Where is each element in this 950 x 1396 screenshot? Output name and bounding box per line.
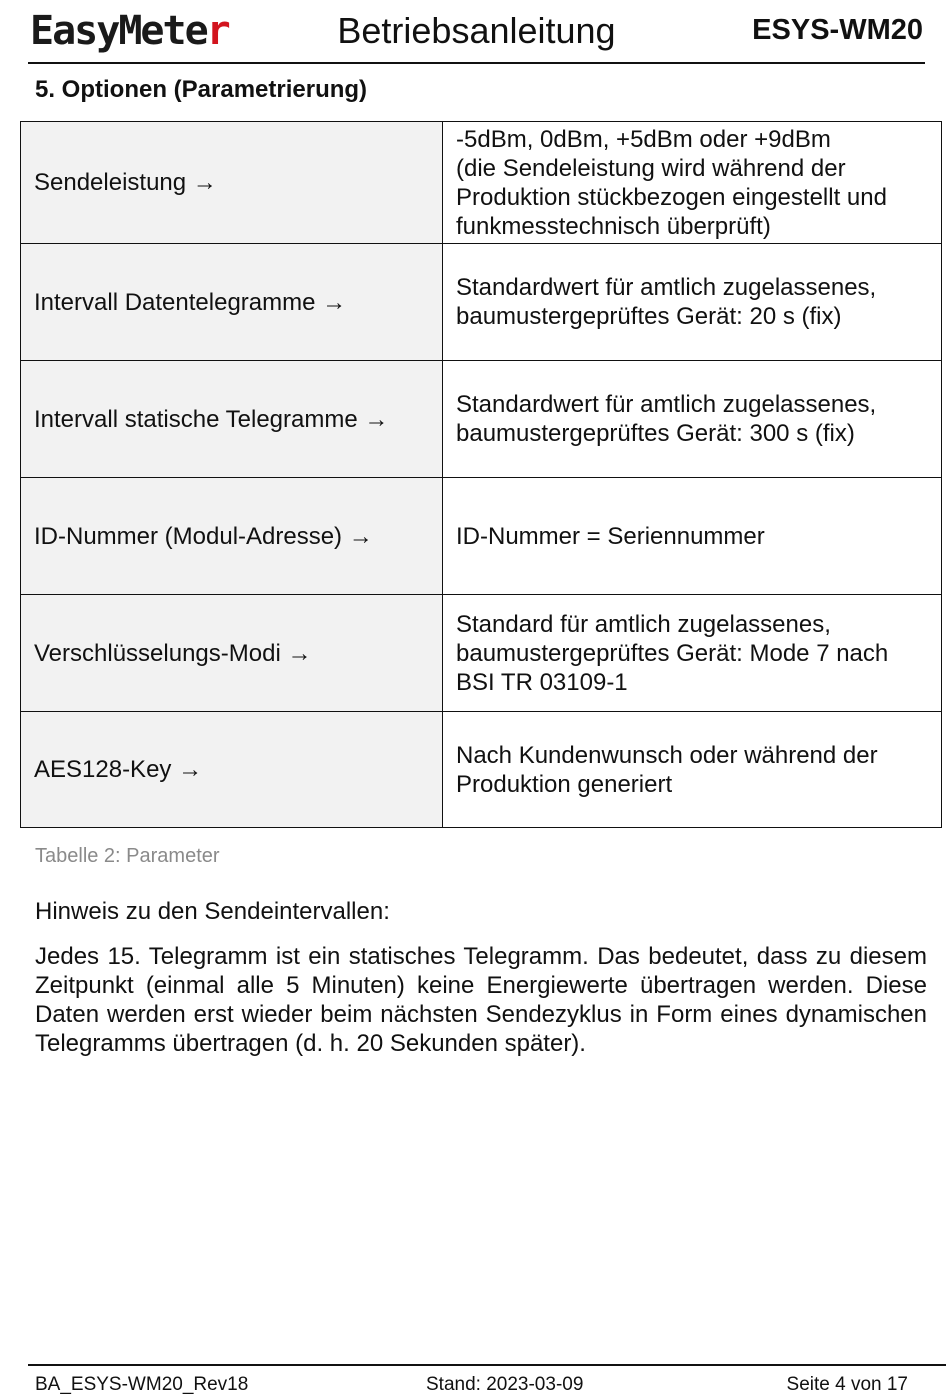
value-line: Standardwert für amtlich zugelassenes, (456, 391, 877, 418)
document-title: Betriebsanleitung (337, 10, 616, 51)
table-caption: Tabelle 2: Parameter (35, 845, 220, 867)
table-row (21, 595, 942, 712)
table-row (21, 361, 942, 478)
value-line: BSI TR 03109-1 (456, 668, 628, 696)
table-row (21, 122, 942, 244)
page-footer (28, 1364, 946, 1396)
value-line: Standardwert für amtlich zugelassenes, (456, 274, 877, 301)
table-row (21, 478, 942, 595)
logo-accent-letter: r (206, 8, 229, 54)
value-line: funkmesstechnisch überprüft) (456, 212, 771, 240)
value-line: Nach Kundenwunsch oder während der (456, 741, 878, 769)
parameter-value (443, 361, 942, 478)
parameter-value (443, 122, 942, 244)
parameter-value (443, 712, 942, 828)
hint-paragraph: Jedes 15. Telegramm ist ein statisches Telegramm. Das bedeutet, dass zu diesem Zeitpunkt (einmal alle 5 Minuten) keine Energiewerte übertragen werden. Diese Daten werden erst wieder beim nächsten Sendezyklus in Form eines dynamischen Telegramms übertragen (d. h. 20 Sekunden später). (35, 943, 927, 1057)
document-id: BA_ESYS-WM20_Rev18 (35, 1374, 249, 1395)
value-line: ID-Nummer = Seriennummer (456, 522, 765, 550)
parameter-value (443, 244, 942, 361)
parameter-label: Intervall Datentelegramme → (21, 244, 443, 361)
value-line: Produktion stückbezogen eingestellt und (456, 183, 887, 211)
value-line: Produktion generiert (456, 770, 673, 798)
parameter-table (20, 121, 942, 828)
logo-main-text: EasyMete (30, 8, 207, 54)
value-line: (die Sendeleistung wird während der (456, 154, 846, 182)
value-line: baumustergeprüftes Gerät: 300 s (fix) (456, 420, 855, 447)
value-line: Standard für amtlich zugelassenes, (456, 610, 831, 638)
revision-date: Stand: 2023-03-09 (426, 1374, 584, 1395)
section-heading: 5. Optionen (Parametrierung) (35, 76, 368, 103)
parameter-label: Verschlüsselungs-Modi → (21, 595, 443, 712)
parameter-label: Intervall statische Telegramme → (21, 361, 443, 478)
parameter-label: ID-Nummer (Modul-Adresse) → (21, 478, 443, 595)
value-line: baumustergeprüftes Gerät: Mode 7 nach (456, 639, 889, 667)
table-row (21, 712, 942, 828)
parameter-value (443, 595, 942, 712)
parameter-value (443, 478, 942, 595)
value-line: -5dBm, 0dBm, +5dBm oder +9dBm (456, 125, 831, 153)
parameter-label: AES128-Key → (21, 712, 443, 828)
page-header (28, 4, 925, 64)
value-line: baumustergeprüftes Gerät: 20 s (fix) (456, 303, 842, 330)
page-number: Seite 4 von 17 (786, 1374, 908, 1395)
hint-heading: Hinweis zu den Sendeintervallen: (35, 898, 390, 925)
model-name: ESYS-WM20 (752, 14, 923, 46)
table-row (21, 244, 942, 361)
parameter-label: Sendeleistung → (21, 122, 443, 244)
